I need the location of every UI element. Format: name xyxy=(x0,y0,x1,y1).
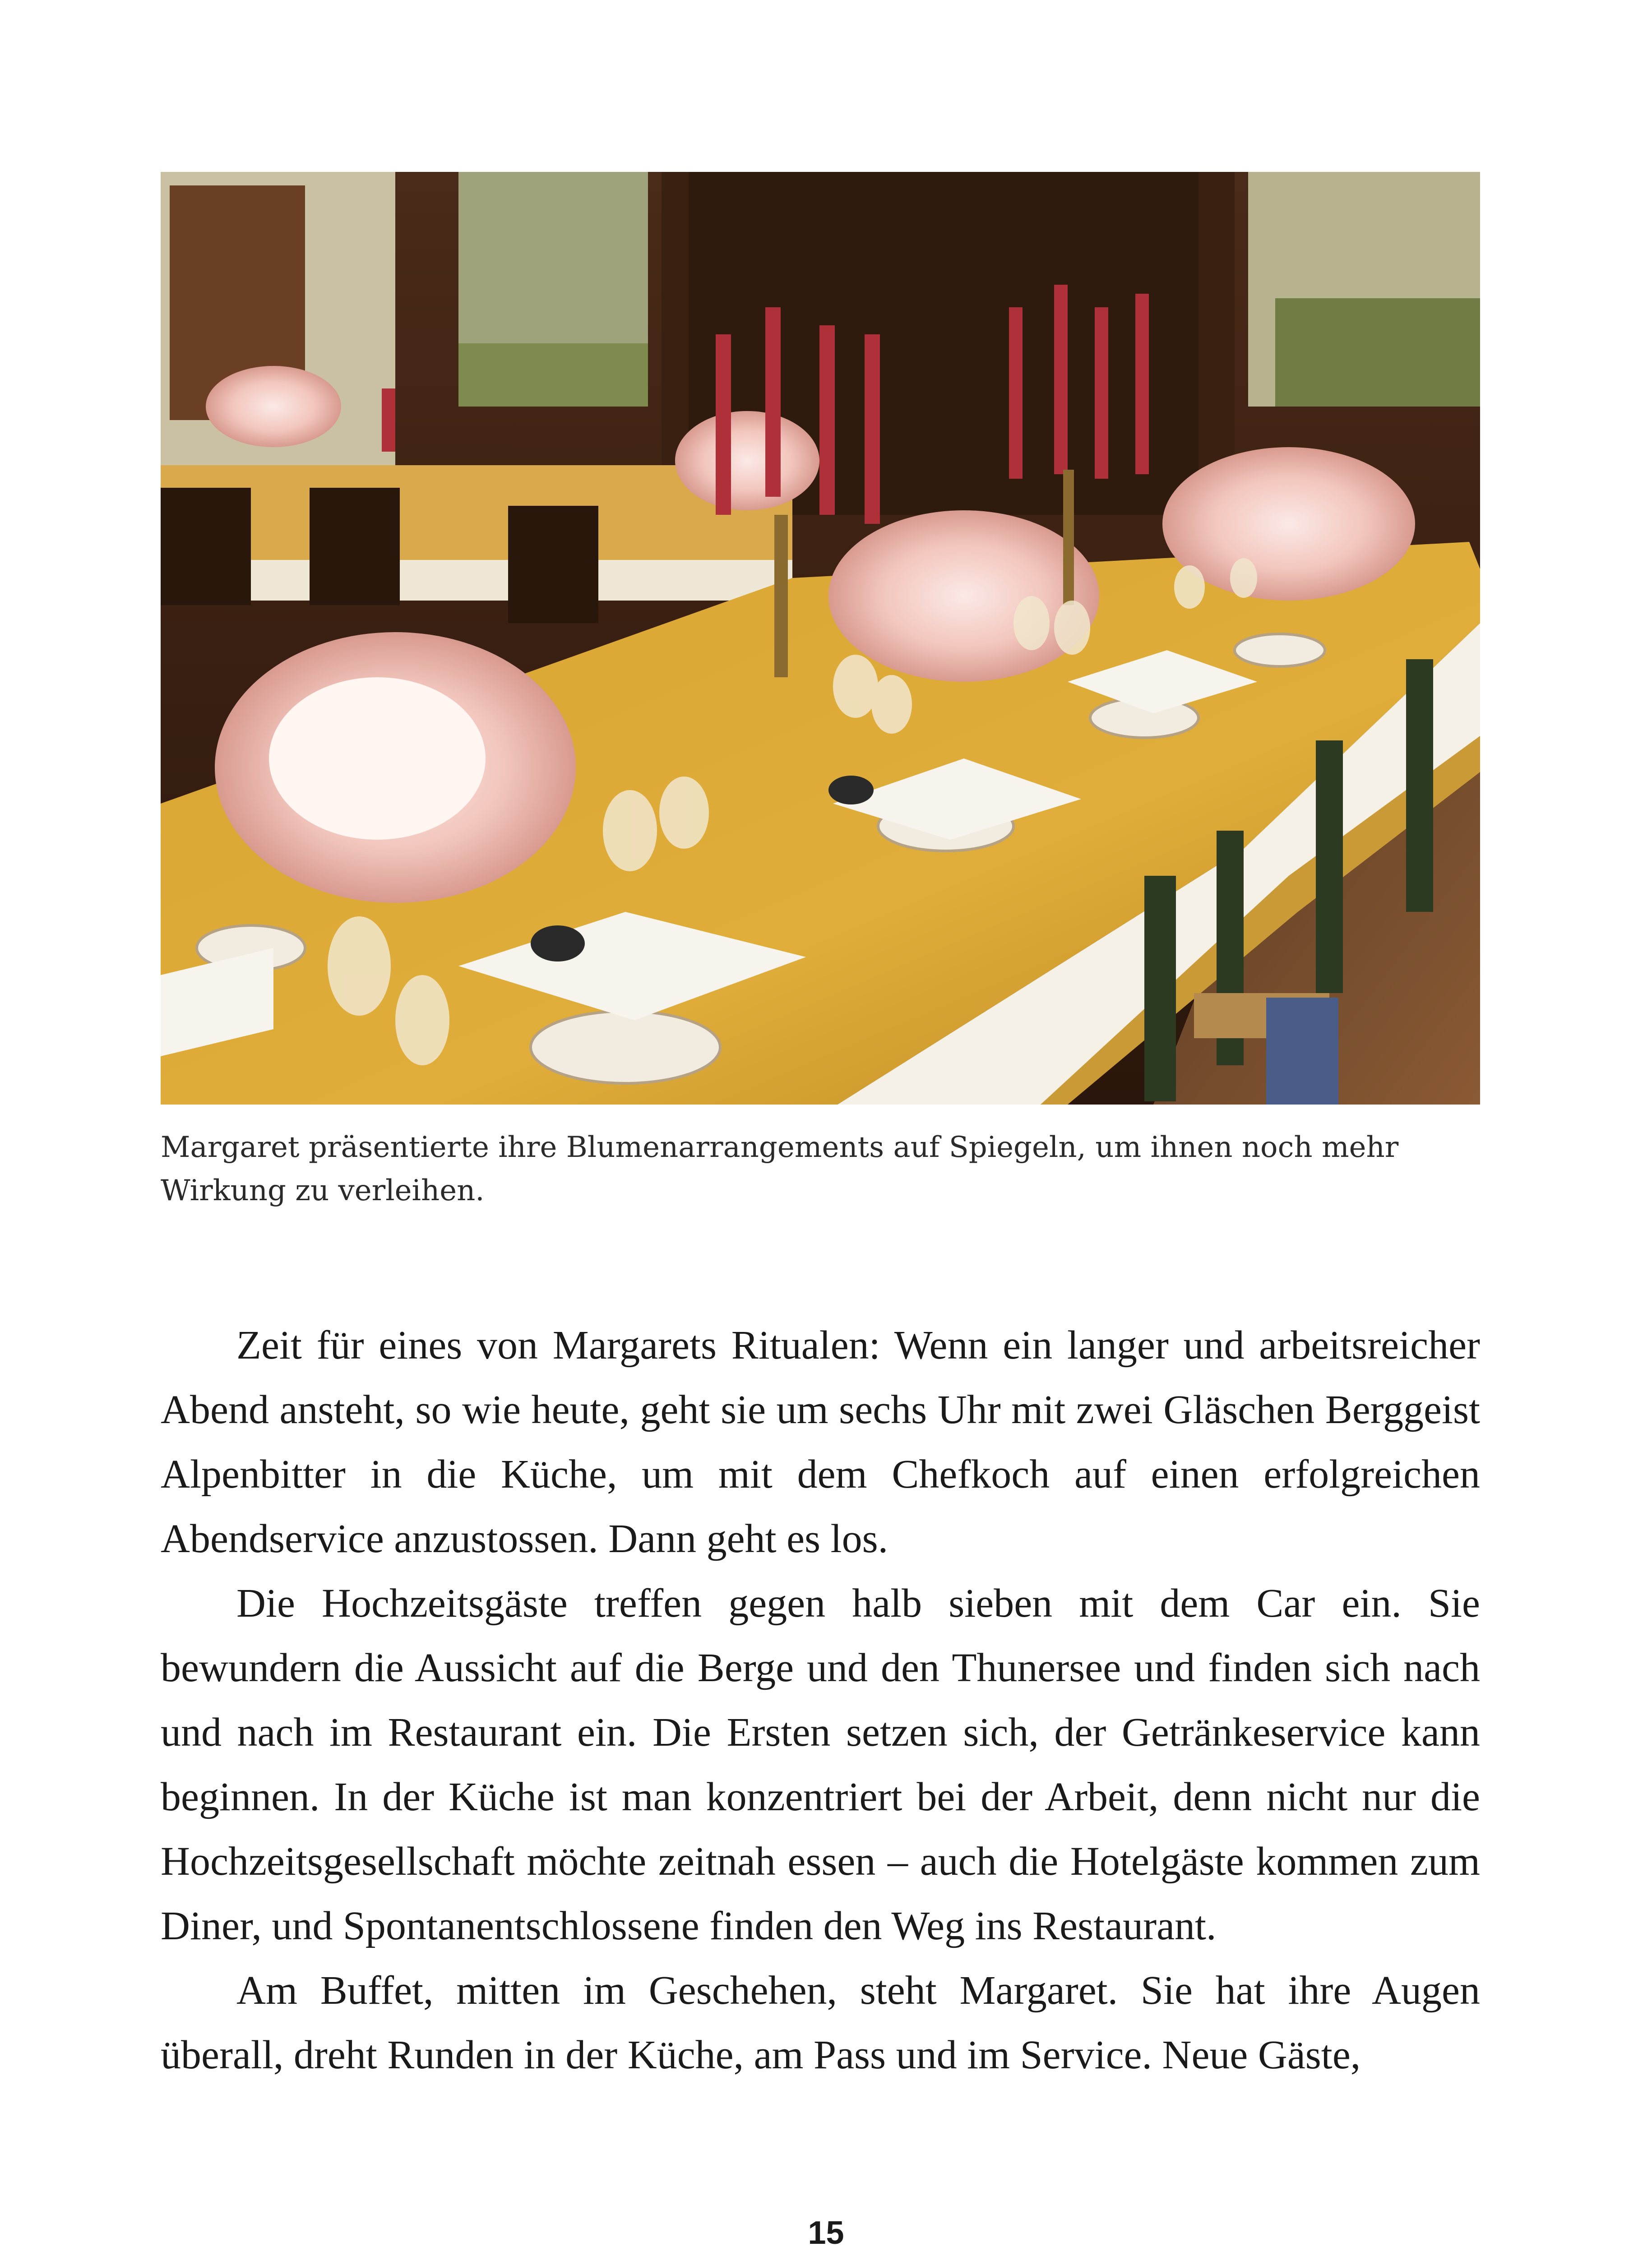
body-text xyxy=(161,1313,1480,2087)
paragraph-3: Am Buffet, mitten im Geschehen, steht Margaret. Sie hat ihre Augen überall, dreht Runden in der Küche, am Pass und im Service. Neue Gäste, xyxy=(161,1968,1480,2077)
wedding-table-illustration xyxy=(161,172,1480,1105)
page-number: 15 xyxy=(808,2215,844,2251)
wedding-table-photo xyxy=(161,172,1480,1105)
paragraph-2: Die Hochzeitsgäste treffen gegen halb sieben mit dem Car ein. Sie bewundern die Aussicht auf die Berge und den Thunersee und finden sich nach und nach im Restaurant ein. Die Ersten setzen sich, der Getränkeservice kann beginnen. In der Küche ist man konzentriert bei der Arbeit, denn nicht nur die Hochzeitsgesellschaft möchte zeitnah essen – auch die Hotelgäste kommen zum Diner, und Spontanentschlossene finden den Weg ins Restaurant. xyxy=(161,1581,1480,1948)
photo-caption: Margaret präsentierte ihre Blumenarrangements auf Spiegeln, um ihnen noch mehr Wirkung zu verleihen. xyxy=(161,1131,1399,1207)
paragraph-1: Zeit für eines von Margarets Ritualen: Wenn ein langer und arbeitsreicher Abend ansteht, so wie heute, geht sie um sechs Uhr mit zwei Gläschen Berggeist Alpenbitter in die Küche, um mit dem Chefkoch auf einen erfolgreichen Abendservice anzustossen. Dann geht es los. xyxy=(161,1323,1480,1561)
